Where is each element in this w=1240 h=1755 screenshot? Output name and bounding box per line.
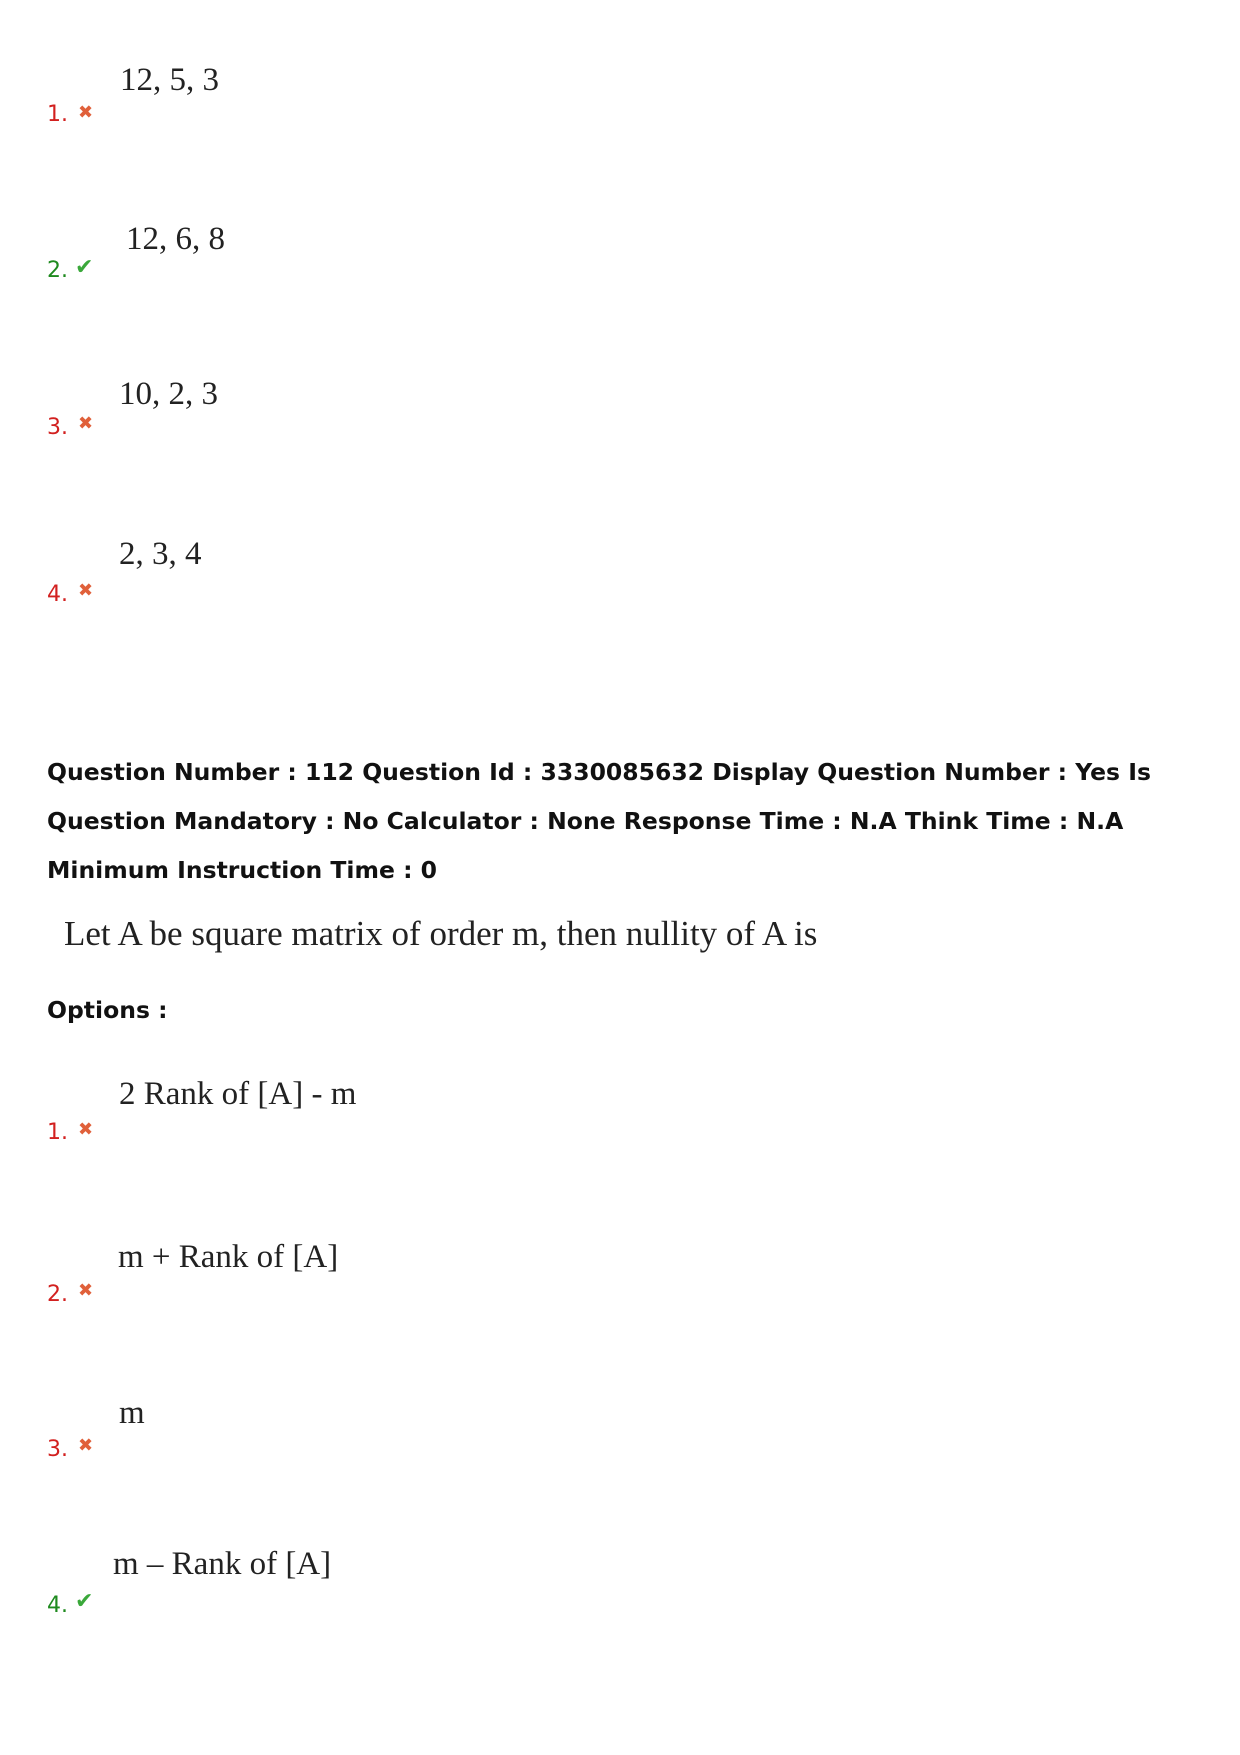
option-number: 1. (47, 102, 68, 127)
prev-option-4 (47, 535, 947, 615)
option-number: 4. (47, 582, 68, 607)
option-2 (47, 1238, 947, 1318)
option-text: 2, 3, 4 (119, 536, 202, 572)
option-number: 3. (47, 1437, 68, 1462)
prev-option-2 (47, 218, 947, 298)
check-icon: ✔ (75, 1589, 94, 1614)
option-3 (47, 1394, 947, 1474)
option-1 (47, 1075, 947, 1155)
cross-icon: ✖ (78, 1435, 94, 1456)
cross-icon: ✖ (78, 102, 94, 123)
check-icon: ✔ (75, 255, 94, 280)
option-number: 4. (47, 1593, 68, 1618)
option-text: 12, 6, 8 (126, 221, 225, 257)
option-text: 12, 5, 3 (120, 62, 219, 98)
cross-icon: ✖ (78, 413, 94, 434)
option-text: m + Rank of [A] (118, 1239, 339, 1275)
option-number: 2. (47, 1282, 68, 1307)
options-label: Options : (47, 996, 168, 1024)
prev-option-1 (47, 60, 947, 140)
option-4 (47, 1545, 947, 1625)
question-text: Let A be square matrix of order m, then nullity of A is (64, 914, 818, 953)
cross-icon: ✖ (78, 580, 94, 601)
question-meta: Question Number : 112 Question Id : 3330085632 Display Question Number : Yes Is Question Mandatory : No Calculator : None Response Time : N.A Think Time : N.A Minimum Instruction Time : 0 (47, 758, 1151, 884)
prev-option-3 (47, 375, 947, 455)
option-text: m – Rank of [A] (113, 1546, 332, 1582)
cross-icon: ✖ (78, 1280, 94, 1301)
option-number: 1. (47, 1120, 68, 1145)
option-number: 3. (47, 415, 68, 440)
option-text: 10, 2, 3 (119, 376, 218, 412)
cross-icon: ✖ (78, 1119, 94, 1140)
option-text: 2 Rank of [A] - m (119, 1076, 357, 1112)
option-number: 2. (47, 258, 68, 283)
option-text: m (119, 1395, 145, 1431)
